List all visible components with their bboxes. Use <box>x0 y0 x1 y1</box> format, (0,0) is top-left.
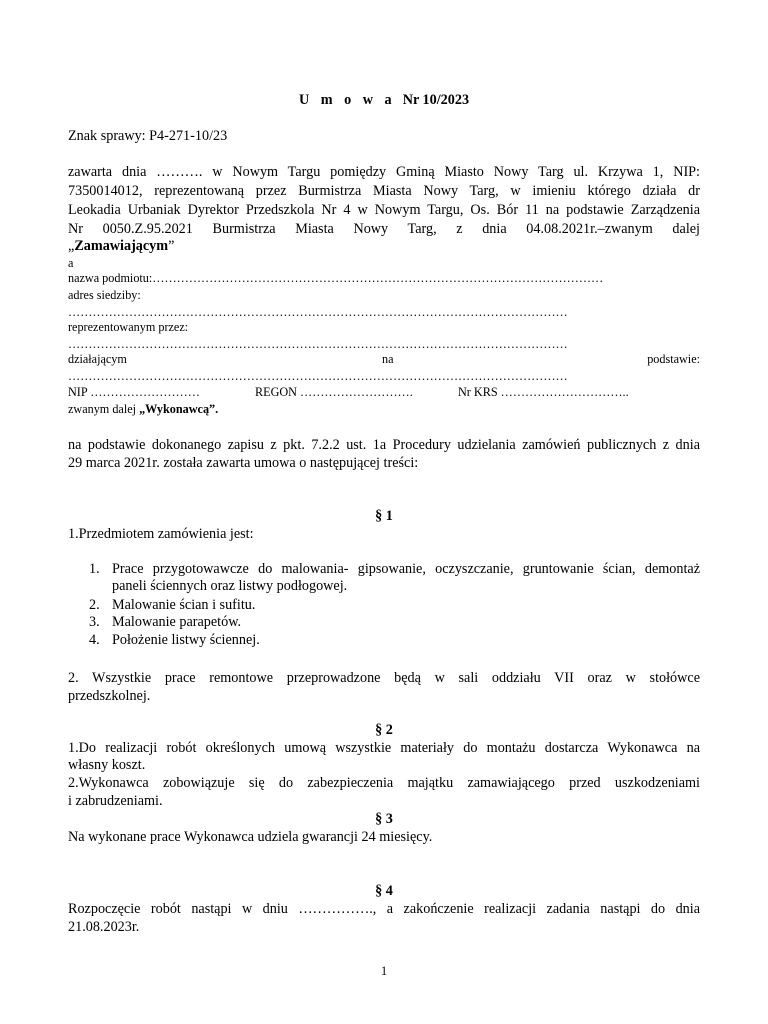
section-2-heading: § 2 <box>375 722 393 738</box>
ordering-party-term: Zamawiającym <box>74 238 169 254</box>
section-3-heading: § 3 <box>375 811 393 827</box>
list-item-2: 2. Malowanie ścian i sufitu. <box>89 597 256 613</box>
section-4-line-2: 21.08.2023r. <box>68 919 140 935</box>
section-2-paragraph-2-line-1: 2.Wykonawca zobowiązuje się do zabezpieczenia majątku zamawiającego przed uszkodzeniami <box>68 775 700 791</box>
intro-line-4: Nr 0050.Z.95.2021 Burmistrza Miasta Nowy Targ, z dnia 04.08.2021r.–zwanym dalej <box>68 221 700 237</box>
representative-label: reprezentowanym przez: <box>68 320 189 334</box>
acting-basis-dots: …………………………………………………………………………………………………………… <box>68 369 568 383</box>
page-number: 1 <box>380 964 388 978</box>
section-2-paragraph-2-line-2: i zabrudzeniami. <box>68 793 163 809</box>
intro-line-5: „Zamawiającym” <box>68 238 175 254</box>
intro-line-1: zawarta dnia ………. w Nowym Targu pomiędzy Gminą Miasto Nowy Targ ul. Krzywa 1, NIP: <box>68 164 700 180</box>
intro-line-2: 7350014012, reprezentowaną przez Burmistrza Miasta Nowy Targ, w imieniu którego działa dr <box>68 183 700 199</box>
section-1-intro: 1.Przedmiotem zamówienia jest: <box>68 526 254 542</box>
representative-dots: …………………………………………………………………………………………………………… <box>68 337 568 351</box>
intro-line-3: Leokadia Urbaniak Dyrektor Przedszkola Nr 4 w Nowym Targu, Os. Bór 11 na podstawie Zarządzenia <box>68 202 700 218</box>
document-page: U m o w a Nr 10/2023 Znak sprawy: P4-271-10/23 zawarta dnia ………. w Nowym Targu pomiędzy Gminą Miasto Nowy Targ ul. Krzywa 1, NIP: 7350014012, reprezentowaną przez Burmistrza Miasta Nowy Targ, w imieniu którego działa dr Leokadia Urbaniak Dyrektor Przedszkola Nr 4 w Nowym Targu, Os. Bór 11 na podstawie Zarządzenia Nr 0050.Z.95.2021 Burmistrza Miasta Nowy Targ, z dnia 04.08.2021r.–zwanym dalej „Zamawiającym” a nazwa podmiotu:………………………………………………………………………………………………… adres siedziby: …………………………………………………………………………………………………………… reprezentowanym przez: …………………………………………………………………………………………………………… działającym na podstawie: …………………………………………………………………………………………………………… NIP ……………………… REGON ………………………. Nr KRS ………………………….. zwanym dalej „Wykonawcą”. na podstawie dokonanego zapisu z pkt. 7.2.2 ust. 1a Procedury udzielania zamówień publicznych z dnia 29 marca 2021r. została zawarta umowa o następującej treści: § 1 1.Przedmiotem zamówienia jest: 1. Prace przygotowawcze do malowania- gipsowanie, oczyszczanie, gruntowanie ścian, demontaż paneli ściennych oraz listwy podłogowej. 2. Malowanie ścian i sufitu. 3. Malowanie parapetów. 4. Położenie listwy ściennej. 2. Wszystkie prace remontowe przeprowadzone będą w sali oddziału VII oraz w stołówce przedszkolnej. § 2 1.Do realizacji robót określonych umową wszystkie materiały do montażu dostarcza Wykonawca na własny koszt. 2.Wykonawca zobowiązuje się do zabezpieczenia majątku zamawiającego przed uszkodzeniami i zabrudzeniami. § 3 Na wykonane prace Wykonawca udziela gwarancji 24 miesięcy. § 4 Rozpoczęcie robót nastąpi w dniu ……………., a zakończenie realizacji zadania nastąpi do dnia 21.08.2023r. 1 <box>68 92 700 978</box>
section-1-heading: § 1 <box>375 508 393 524</box>
address-dots: …………………………………………………………………………………………………………… <box>68 305 568 319</box>
regon-field: REGON ………………………. <box>255 385 413 399</box>
section-2-paragraph-1-line-2: własny koszt. <box>68 757 146 773</box>
party-conjunction: a <box>68 256 74 270</box>
list-item-4: 4. Położenie listwy ściennej. <box>89 632 260 648</box>
contractor-designation: zwanym dalej „Wykonawcą”. <box>68 402 219 416</box>
section-3-text: Na wykonane prace Wykonawca udziela gwarancji 24 miesięcy. <box>68 829 433 845</box>
case-reference: Znak sprawy: P4-271-10/23 <box>68 128 228 144</box>
section-1-paragraph-2-line-1: 2. Wszystkie prace remontowe przeprowadzone będą w sali oddziału VII oraz w stołówce <box>68 670 700 686</box>
section-4-line-1: Rozpoczęcie robót nastąpi w dniu ……………., a zakończenie realizacji zadania nastąpi do dnia <box>68 901 700 917</box>
contractor-name-field: nazwa podmiotu:………………………………………………………………………………………………… <box>68 271 604 285</box>
nip-field: NIP ……………………… <box>68 385 200 399</box>
basis-line-1: na podstawie dokonanego zapisu z pkt. 7.2.2 ust. 1a Procedury udzielania zamówień publicznych z dnia <box>68 437 700 453</box>
address-label: adres siedziby: <box>68 288 141 302</box>
list-item-1: 1. Prace przygotowawcze do malowania- gipsowanie, oczyszczanie, gruntowanie ścian, demontaż paneli ściennych oraz listwy podłogowej. <box>89 561 700 594</box>
section-2-paragraph-1-line-1: 1.Do realizacji robót określonych umową wszystkie materiały do montażu dostarcza Wykonawca na <box>68 740 700 756</box>
contract-title: U m o w a Nr 10/2023 <box>298 92 470 108</box>
section-4-heading: § 4 <box>375 883 393 899</box>
krs-field: Nr KRS ………………………….. <box>458 385 629 399</box>
list-item-3: 3. Malowanie parapetów. <box>89 614 242 630</box>
contractor-term: „Wykonawcą”. <box>139 402 219 416</box>
basis-line-2: 29 marca 2021r. została zawarta umowa o następującej treści: <box>68 455 419 471</box>
section-1-paragraph-2-line-2: przedszkolnej. <box>68 688 151 704</box>
